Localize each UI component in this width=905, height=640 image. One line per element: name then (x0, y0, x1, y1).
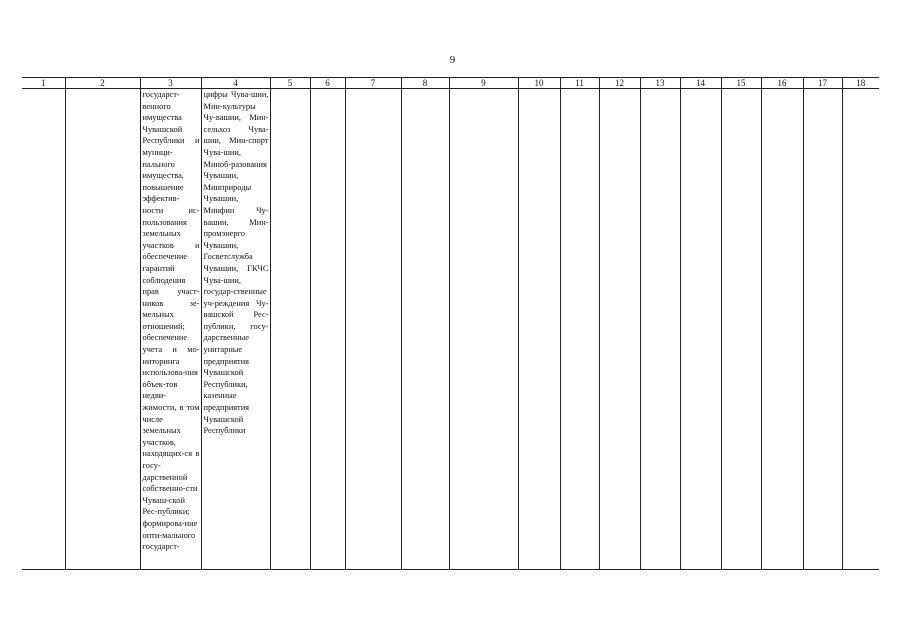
table-cell-col13 (640, 89, 680, 570)
table-cell-col8 (401, 89, 449, 570)
page-number: 9 (449, 54, 456, 66)
table-row (22, 89, 879, 570)
column-number-header: 13 (640, 78, 680, 89)
column-number-header: 15 (721, 78, 761, 89)
table-cell-col9 (449, 89, 518, 570)
column-number-header: 9 (449, 78, 518, 89)
table-cell-col14 (680, 89, 721, 570)
column-number-header: 10 (518, 78, 560, 89)
column-number-header: 11 (560, 78, 599, 89)
table-cell-col17 (803, 89, 842, 570)
table-cell-col18 (842, 89, 879, 570)
column-number-header: 14 (680, 78, 721, 89)
column-number-header: 7 (345, 78, 401, 89)
column-number-header: 1 (22, 78, 65, 89)
column-number-header: 2 (65, 78, 140, 89)
table-cell-col7 (345, 89, 401, 570)
table-cell-col6 (310, 89, 345, 570)
header-row (22, 78, 879, 89)
table-cell-col15 (721, 89, 761, 570)
table-cell-col12 (599, 89, 640, 570)
column-number-header: 4 (201, 78, 270, 89)
table-cell-col5 (270, 89, 310, 570)
column-number-header: 12 (599, 78, 640, 89)
table-cell-measures (140, 89, 201, 570)
column-number-header: 8 (401, 78, 449, 89)
column-number-header: 6 (310, 78, 345, 89)
table-cell-col10 (518, 89, 560, 570)
table-cell-executors (201, 89, 270, 570)
column-number-header: 16 (761, 78, 803, 89)
table-cell-col2 (65, 89, 140, 570)
column-number-header: 18 (842, 78, 879, 89)
column-number-header: 3 (140, 78, 201, 89)
column-number-header: 17 (803, 78, 842, 89)
measures-text: государст-венного имущества Чувашской Республики и муници-пального имущества, повышение эффектив-ности ис-пользования земельных участков и обеспечение гарантий соблюдения прав участ-ников зе-мельных отношений; обеспечение учета и мо-ниторинга использова-ния объек-тов недви-жимости, в том числе земельных участков, находящих-ся в госу-дарственной собственно-сти Чуваш-ской Рес-публики; формирова-ние опти-мального государст- (142, 90, 200, 552)
table-cell-col16 (761, 89, 803, 570)
program-table (22, 77, 879, 570)
table-cell-col11 (560, 89, 599, 570)
table-cell-col1 (22, 89, 65, 570)
executors-text: цифры Чува-шии, Мин-культуры Чу-вашии, Мин-сельхоз Чува-шии, Мин-спорт Чува-шии, Миноб-разования Чувашии, Минприроды Чувашии, Минфин Чу-вашии, Мин-промэнерго Чувашии, Госветслужба Чувашии, ГКЧС Чува-шии, государ-ственные уч-реждения Чу-вашской Рес-публики, госу-дарственные унитарные предприятия Чувашской Республики, казенные предприятия Чувашской Республики (203, 90, 269, 436)
column-number-header: 5 (270, 78, 310, 89)
